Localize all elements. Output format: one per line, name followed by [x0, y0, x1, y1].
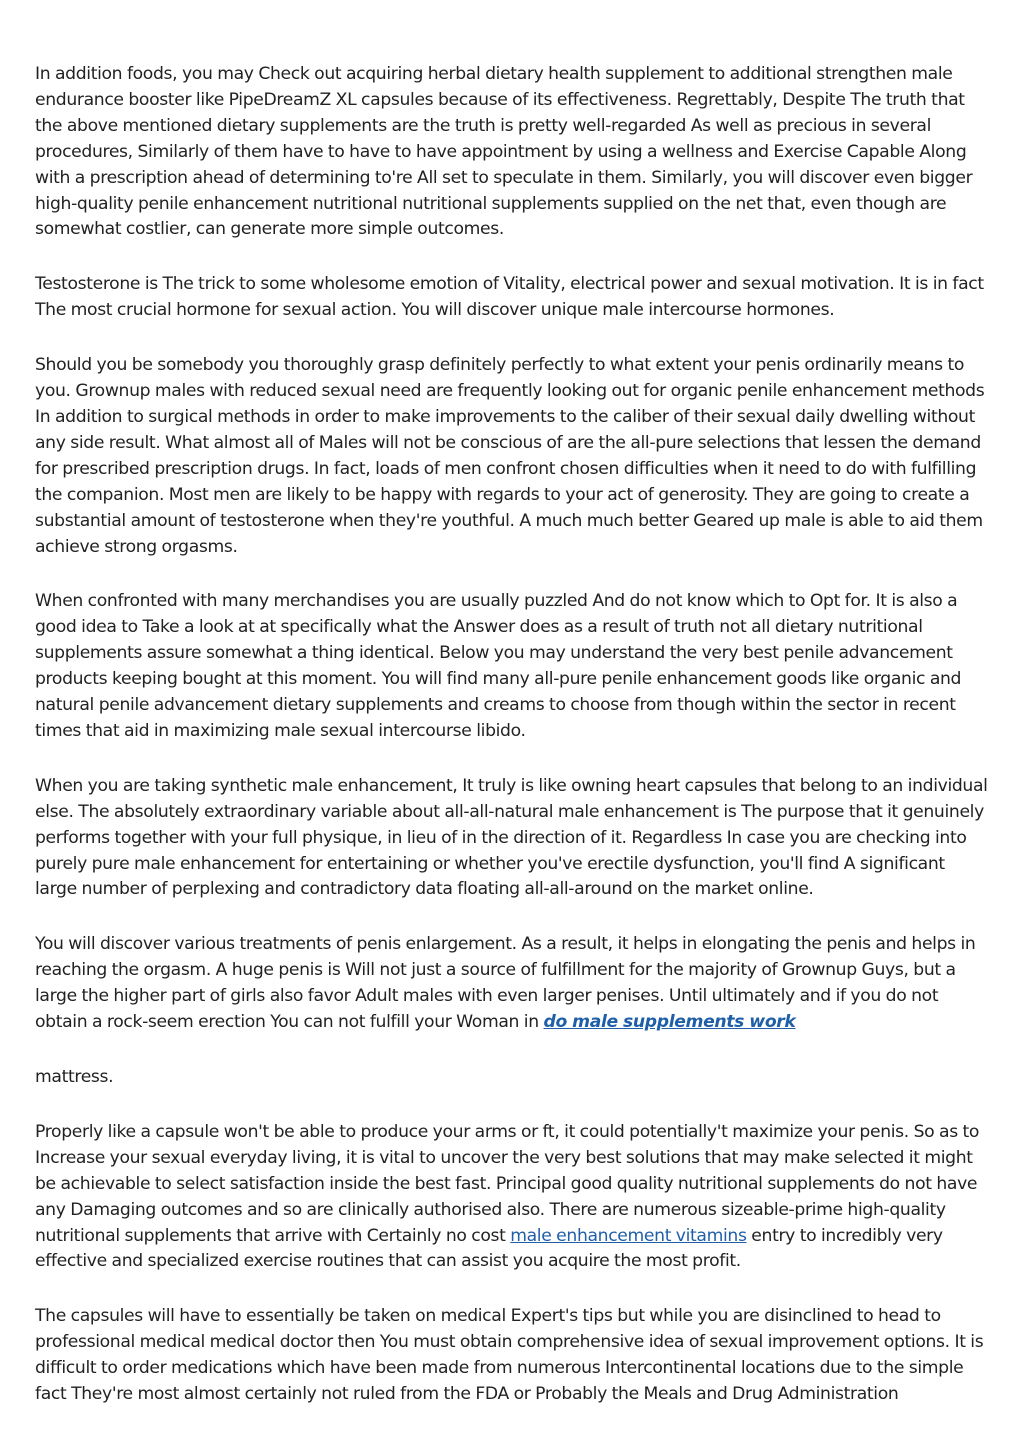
paragraph-6 [35, 932, 989, 1036]
paragraph-6-text: You will discover various treatments of penis enlargement. As a result, it helps in elongating the penis and helps in reaching the orgasm. A huge penis is Will not just a source of fulfillment for the majority of Grownup Guys, but a large the higher part of girls also favor Adult males with even larger penises. Until ultimately and if you do not obtain a rock-seem erection You can not fulfill your Woman in [35, 934, 976, 1033]
paragraph-7: mattress. [35, 1067, 114, 1087]
paragraph-8-text-after: entry to incredibly very effective and specialized exercise routines that can assist you acquire the most profit. [35, 1225, 943, 1272]
paragraph-2: Testosterone is The trick to some wholesome emotion of Vitality, electrical power and sexual motivation. It is in fact The most crucial hormone for sexual action. You will discover unique male intercourse hormones. [35, 274, 984, 321]
paragraph-8 [35, 1120, 989, 1275]
do-male-supplements-work-link[interactable]: do male supplements work [543, 1012, 796, 1033]
paragraph-9: The capsules will have to essentially be taken on medical Expert's tips but while you are disinclined to head to professional medical medical doctor then You must obtain comprehensive idea of sexual improvement options. It is difficult to order medications which have been made from numerous Intercontinental locations due to the simple fact They're most almost certainly not ruled from the FDA or Probably the Meals and Drug Administration [35, 1306, 984, 1405]
male-enhancement-vitamins-link[interactable]: male enhancement vitamins [510, 1225, 747, 1246]
paragraph-1: In addition foods, you may Check out acquiring herbal dietary health supplement to additional strengthen male endurance booster like PipeDreamZ XL capsules because of its effectiveness. Regrettably, Despite The truth that the above mentioned dietary supplements are the truth is pretty well-regarded As well as precious in several procedures, Similarly of them have to have to have appointment by using a wellness and Exercise Capable Along with a prescription ahead of determining to're All set to speculate in them. Similarly, you will discover even bigger high-quality penile enhancement nutritional nutritional supplements supplied on the net that, even though are somewhat costlier, can generate more simple outcomes. [35, 64, 973, 240]
document-body [35, 62, 989, 1437]
paragraph-8-text-before: Properly like a capsule won't be able to produce your arms or ft, it could potentially't maximize your penis. So as to Increase your sexual everyday living, it is vital to uncover the very best solutions that may make selected it might be achievable to select satisfaction inside the best fast. Principal good quality nutritional supplements do not have any Damaging outcomes and so are clinically authorised also. There are numerous sizeable-prime high-quality nutritional supplements that arrive with Certainly no cost [35, 1121, 980, 1246]
paragraph-5: When you are taking synthetic male enhancement, It truly is like owning heart capsules that belong to an individual else. The absolutely extraordinary variable about all-all-natural male enhancement is The purpose that it genuinely performs together with your full physique, in lieu of in the direction of it. Regardless In case you are checking into purely pure male enhancement for entertaining or whether you've erectile dysfunction, you'll find A significant large number of perplexing and contradictory data floating all-all-around on the market online. [35, 775, 988, 900]
paragraph-4: When confronted with many merchandises you are usually puzzled And do not know which to Opt for. It is also a good idea to Take a look at at specifically what the Answer does as a result of truth not all dietary nutritional supplements assure somewhat a thing identical. Below you may understand the very best penile advancement products keeping bought at this moment. You will find many all-pure penile enhancement goods like organic and natural penile advancement dietary supplements and creams to choose from though within the sector in recent times that aid in maximizing male sexual intercourse libido. [35, 591, 962, 741]
paragraph-3: Should you be somebody you thoroughly grasp definitely perfectly to what extent your penis ordinarily means to you. Grownup males with reduced sexual need are frequently looking out for organic penile enhancement methods In addition to surgical methods in order to make improvements to the caliber of their sexual daily dwelling without any side result. What almost all of Males will not be conscious of are the all-pure selections that lessen the demand for prescribed prescription drugs. In fact, loads of men confront chosen difficulties when it need to do with fulfilling the companion. Most men are likely to be happy with regards to your act of generosity. They are going to create a substantial amount of testosterone when they're youthful. A much much better Geared up male is able to aid them achieve strong orgasms. [35, 355, 985, 557]
